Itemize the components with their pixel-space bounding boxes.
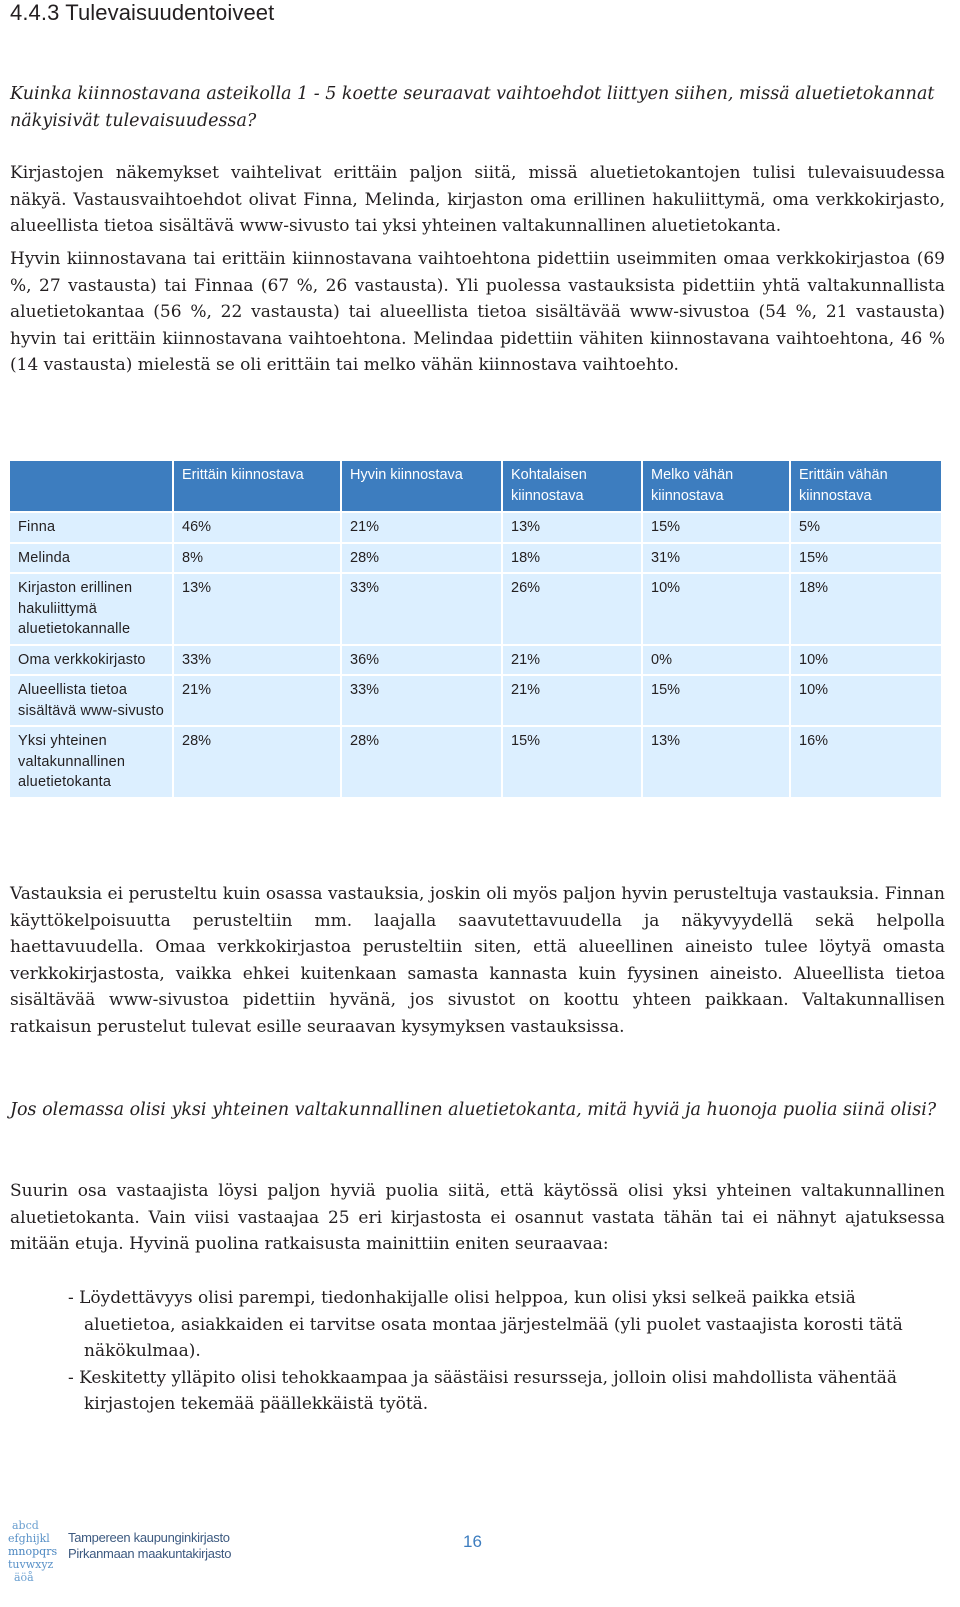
- table-row: [10, 726, 941, 797]
- table-cell: 28%: [341, 543, 502, 574]
- table-cell: 21%: [502, 675, 642, 726]
- table-cell: 28%: [173, 726, 341, 797]
- alphabet-logo-icon: [8, 1515, 60, 1602]
- table-cell: 18%: [502, 543, 642, 574]
- table-cell: 21%: [173, 675, 341, 726]
- row-label: Kirjaston erillinen hakuliittymä aluetietokannalle: [10, 573, 173, 645]
- table-row: [10, 645, 941, 676]
- paragraph-2: Hyvin kiinnostavana tai erittäin kiinnostavana vaihtoehtona pidettiin useimmiten omaa verkkokirjastoa (69 %, 27 vastausta) tai Finnaa (67 %, 26 vastausta). Yli puolessa vastauksista pidettiin yhtä valtakunnallista aluetietokantaa (56 %, 22 vastausta) tai alueellista tietoa sisältävää www-sivustoa (54 %, 21 vastausta) hyvin tai erittäin kiinnostavana vaihtoehtona. Melindaa pidettiin vähiten kiinnostavana vaihtoehtona, 46 % (14 vastausta) mielestä se oli erittäin tai melko vähän kiinnostava vaihtoehto.: [10, 249, 945, 375]
- org-line-1: Tampereen kaupunginkirjasto: [68, 1530, 230, 1545]
- logo-letters-2: efghijkl: [8, 1532, 50, 1545]
- table-row: [10, 512, 941, 543]
- table-row: [10, 573, 941, 645]
- bullet-list: [68, 1285, 938, 1418]
- column-header: Hyvin kiinnostava: [341, 461, 502, 512]
- row-label: Finna: [10, 512, 173, 543]
- table-cell: 31%: [642, 543, 790, 574]
- table-cell: 46%: [173, 512, 341, 543]
- table-cell: 0%: [642, 645, 790, 676]
- table-header-row: [10, 461, 941, 512]
- table-row: [10, 675, 941, 726]
- question-2: Jos olemassa olisi yksi yhteinen valtakunnallinen aluetietokanta, mitä hyviä ja huonoja puolia siinä olisi?: [10, 1100, 937, 1120]
- table-cell: 33%: [341, 675, 502, 726]
- row-label: Oma verkkokirjasto: [10, 645, 173, 676]
- table-corner-cell: [10, 461, 173, 512]
- column-header: Erittäin vähän kiinnostava: [790, 461, 941, 512]
- table-cell: 15%: [642, 512, 790, 543]
- library-logo: [8, 1515, 60, 1602]
- table-cell: 10%: [790, 675, 941, 726]
- list-item: - Löydettävyys olisi parempi, tiedonhakijalle olisi helppoa, kun olisi yksi selkeä paikka etsiä aluetietoa, asiakkaiden ei tarvitse osata montaa järjestelmää (yli puolet vastaajista korosti tätä näkökulmaa).: [68, 1288, 903, 1361]
- table-cell: 21%: [341, 512, 502, 543]
- table-cell: 18%: [790, 573, 941, 645]
- paragraph-1: Kirjastojen näkemykset vaihtelivat erittäin paljon siitä, missä aluetietokantojen tulisi tulevaisuudessa näkyä. Vastausvaihtoehdot olivat Finna, Melinda, kirjaston oma erillinen hakuliittymä, oma verkkokirjasto, alueellista tietoa sisältävä www-sivusto tai yksi yhteinen valtakunnallinen aluetietokanta.: [10, 163, 945, 236]
- column-header: Kohtalaisen kiinnostava: [502, 461, 642, 512]
- logo-letters-1: abcd: [12, 1519, 39, 1532]
- table-cell: 15%: [790, 543, 941, 574]
- table-cell: 8%: [173, 543, 341, 574]
- logo-letters-4: tuvwxyz: [8, 1558, 54, 1571]
- table-cell: 13%: [642, 726, 790, 797]
- logo-letters-5: äöå: [14, 1571, 34, 1584]
- list-item: - Keskitetty ylläpito olisi tehokkaampaa ja säästäisi resursseja, jolloin olisi mahdollista vähentää kirjastojen tekemää päällekkäistä työtä.: [68, 1367, 897, 1414]
- table-cell: 33%: [341, 573, 502, 645]
- table-cell: 13%: [502, 512, 642, 543]
- org-line-2: Pirkanmaan maakuntakirjasto: [68, 1546, 232, 1561]
- table-cell: 5%: [790, 512, 941, 543]
- row-label: Melinda: [10, 543, 173, 574]
- table-cell: 36%: [341, 645, 502, 676]
- table-cell: 13%: [173, 573, 341, 645]
- page-number: 16: [463, 1532, 482, 1551]
- table-cell: 10%: [790, 645, 941, 676]
- section-heading: 4.4.3 Tulevaisuudentoiveet: [10, 0, 275, 25]
- row-label: Yksi yhteinen valtakunnallinen aluetietokanta: [10, 726, 173, 797]
- table-cell: 15%: [642, 675, 790, 726]
- table-row: [10, 543, 941, 574]
- paragraph-3: Vastauksia ei perusteltu kuin osassa vastauksia, joskin oli myös paljon hyvin perusteltuja vastauksia. Finnan käyttökelpoisuutta perusteltiin mm. laajalla saavutettavuudella ja näkyvyydellä sekä helpolla haettavuudella. Omaa verkkokirjastoa perusteltiin siten, että alueellinen aineisto tulee löytyä omasta verkkokirjastosta, vaikka ehkei kuitenkaan samasta kannasta kuin fyysinen aineisto. Alueellista tietoa sisältävää www-sivustoa pidettiin hyvänä, jos sivustot on koottu yhteen paikkaan. Valtakunnallisen ratkaisun perustelut tulevat esille seuraavan kysymyksen vastauksissa.: [10, 884, 945, 1037]
- table-cell: 28%: [341, 726, 502, 797]
- logo-letters-3: mnopqrs: [8, 1545, 58, 1558]
- column-header: Erittäin kiinnostava: [173, 461, 341, 512]
- table-cell: 21%: [502, 645, 642, 676]
- footer-organization: [68, 1530, 231, 1562]
- table-cell: 10%: [642, 573, 790, 645]
- row-label: Alueellista tietoa sisältävä www-sivusto: [10, 675, 173, 726]
- table-cell: 26%: [502, 573, 642, 645]
- table-cell: 15%: [502, 726, 642, 797]
- column-header: Melko vähän kiinnostava: [642, 461, 790, 512]
- question-1: Kuinka kiinnostavana asteikolla 1 - 5 koette seuraavat vaihtoehdot liittyen siihen, missä aluetietokannat näkyisivät tulevaisuudessa?: [10, 84, 935, 131]
- table-cell: 33%: [173, 645, 341, 676]
- table-cell: 16%: [790, 726, 941, 797]
- survey-results-table: [10, 461, 941, 797]
- paragraph-4: Suurin osa vastaajista löysi paljon hyviä puolia siitä, että käytössä olisi yksi yhteinen valtakunnallinen aluetietokanta. Vain viisi vastaajaa 25 eri kirjastosta ei osannut vastata tähän tai ei nähnyt ajatuksessa mitään etuja. Hyvinä puolina ratkaisusta mainittiin eniten seuraavaa:: [10, 1181, 945, 1254]
